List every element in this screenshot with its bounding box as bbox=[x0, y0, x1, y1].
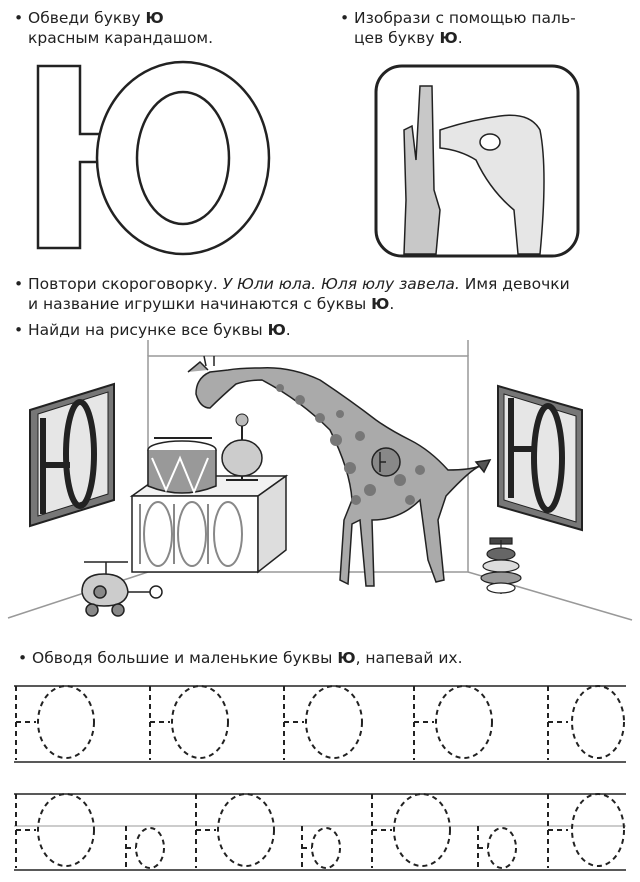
task2-text: • Изобрази с помощью паль- цев букву Ю. bbox=[340, 9, 576, 47]
finger-sign-picture bbox=[376, 66, 578, 256]
big-letter-yu-outline[interactable] bbox=[38, 62, 269, 254]
toy-box[interactable] bbox=[132, 476, 286, 572]
letter-yu: Ю bbox=[371, 295, 390, 313]
task5-text: • Обводя большие и маленькие буквы Ю, напевай их. bbox=[18, 649, 463, 667]
letter-yu: Ю bbox=[337, 649, 356, 667]
drum[interactable] bbox=[148, 438, 216, 493]
task1-text: • Обведи букву Ю красным карандашом. bbox=[14, 9, 214, 47]
right-window[interactable] bbox=[498, 386, 582, 530]
tongue-twister: У Юли юла. Юля юлу завела. bbox=[222, 275, 460, 293]
copybook-row-1[interactable] bbox=[14, 686, 626, 762]
task3-text: • Повтори скороговорку. У Юли юла. Юля юлу завела. Имя девочки и название игрушки начинаются с буквы Ю. bbox=[14, 275, 570, 313]
letter-yu: Ю bbox=[267, 321, 286, 339]
letter-yu: Ю bbox=[439, 29, 458, 47]
room-scene bbox=[8, 340, 632, 620]
bullet: • bbox=[14, 9, 24, 27]
left-window[interactable] bbox=[30, 384, 114, 526]
bullet: • bbox=[18, 649, 28, 667]
task4-text: • Найди на рисунке все буквы Ю. bbox=[14, 321, 291, 339]
copybook-row-2[interactable] bbox=[14, 794, 626, 870]
bullet: • bbox=[14, 275, 24, 293]
bullet: • bbox=[340, 9, 350, 27]
bullet: • bbox=[14, 321, 24, 339]
letter-yu: Ю bbox=[145, 9, 164, 27]
